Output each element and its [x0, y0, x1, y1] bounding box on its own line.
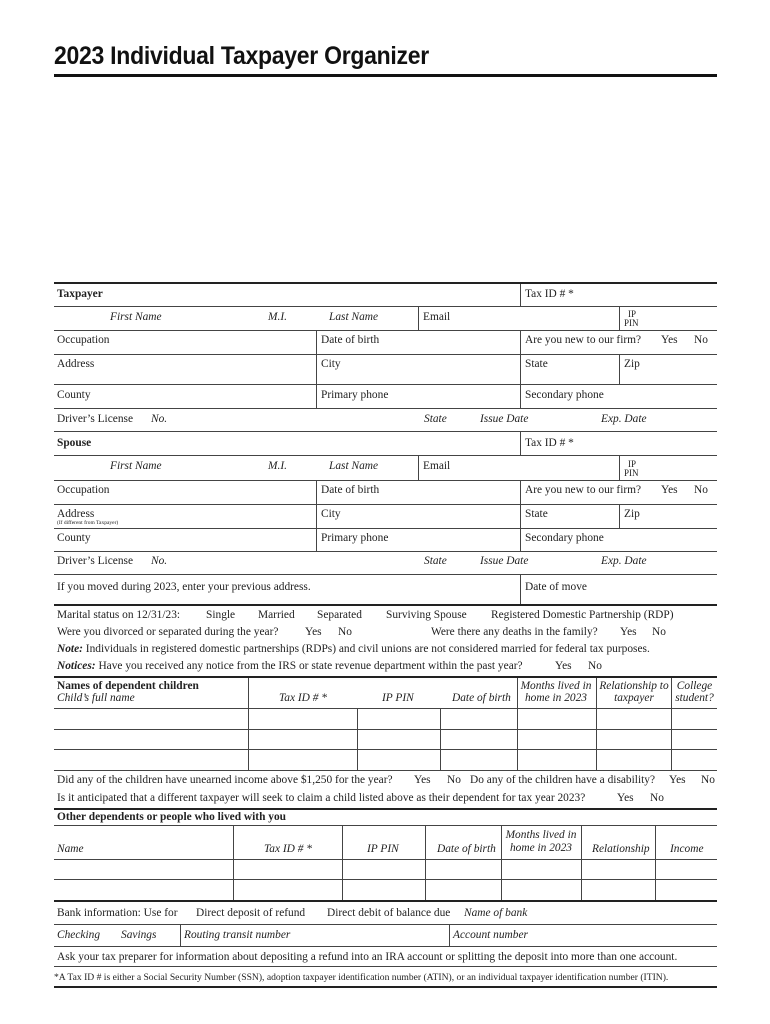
child-months-column: Months lived in: [520, 680, 592, 692]
taxpayer-heading: Taxpayer: [57, 288, 103, 300]
divorced-question: Were you divorced or separated during the year?: [57, 626, 279, 638]
child-dob-column: Date of birth: [452, 692, 511, 704]
unearned-income-yes[interactable]: Yes: [414, 774, 431, 786]
taxpayer-first-name-field[interactable]: First Name: [110, 311, 162, 323]
taxpayer-mi-field[interactable]: M.I.: [268, 311, 287, 323]
other-dependents-heading: Other dependents or people who lived with you: [57, 811, 286, 823]
taxpayer-new-firm-no[interactable]: No: [694, 334, 708, 346]
child-relationship-column: Relationship to: [599, 680, 669, 692]
bank-info-label: Bank information: Use for: [57, 907, 178, 919]
spouse-dl-exp-date-field[interactable]: Exp. Date: [601, 555, 647, 567]
child-relationship-column-2: taxpayer: [614, 692, 654, 704]
account-number-field[interactable]: Account number: [453, 929, 528, 941]
spouse-new-firm-yes[interactable]: Yes: [661, 484, 678, 496]
child-ip-pin-column: IP PIN: [382, 692, 414, 704]
spouse-state-field[interactable]: State: [525, 508, 548, 520]
taxpayer-dl-exp-date-field[interactable]: Exp. Date: [601, 413, 647, 425]
notices-no[interactable]: No: [588, 660, 602, 672]
marital-married-option[interactable]: Married: [258, 609, 295, 621]
other-dependent-row[interactable]: [54, 880, 717, 900]
taxpayer-address-field[interactable]: Address: [57, 358, 95, 370]
other-dob-column: Date of birth: [437, 843, 496, 855]
taxpayer-new-firm-question: Are you new to our firm?: [525, 334, 642, 346]
taxpayer-state-field[interactable]: State: [525, 358, 548, 370]
other-name-column: Name: [57, 843, 84, 855]
spouse-address-field[interactable]: Address: [57, 508, 95, 520]
taxpayer-dl-number-field[interactable]: No.: [151, 413, 168, 425]
previous-address-field[interactable]: If you moved during 2023, enter your previous address.: [57, 581, 311, 593]
taxpayer-city-field[interactable]: City: [321, 358, 341, 370]
spouse-last-name-field[interactable]: Last Name: [329, 460, 379, 472]
spouse-zip-field[interactable]: Zip: [624, 508, 640, 520]
taxpayer-dl-state-field[interactable]: State: [424, 413, 447, 425]
page-title: 2023 Individual Taxpayer Organizer: [54, 42, 429, 70]
deaths-no[interactable]: No: [652, 626, 666, 638]
child-row[interactable]: [54, 730, 717, 749]
bank-name-field[interactable]: Name of bank: [464, 907, 528, 919]
spouse-ip-label: IP: [628, 459, 637, 469]
child-name-column: Child’s full name: [57, 692, 135, 704]
taxpayer-email-field[interactable]: Email: [423, 311, 451, 323]
taxpayer-new-firm-yes[interactable]: Yes: [661, 334, 678, 346]
other-dependent-row[interactable]: [54, 860, 717, 879]
spouse-first-name-field[interactable]: First Name: [110, 460, 162, 472]
taxpayer-county-field[interactable]: County: [57, 389, 91, 401]
date-of-move-field[interactable]: Date of move: [525, 581, 587, 593]
disability-yes[interactable]: Yes: [669, 774, 686, 786]
spouse-heading: Spouse: [57, 437, 92, 449]
taxpayer-ip-label: IP: [628, 309, 637, 319]
notices-yes[interactable]: Yes: [555, 660, 572, 672]
other-ip-pin-column: IP PIN: [367, 843, 399, 855]
taxpayer-occupation-field[interactable]: Occupation: [57, 334, 110, 346]
marital-rdp-option[interactable]: Registered Domestic Partnership (RDP): [491, 609, 674, 621]
ira-deposit-note: Ask your tax preparer for information about depositing a refund into an IRA account or splitting the deposit into more than one account.: [57, 951, 678, 963]
taxpayer-zip-field[interactable]: Zip: [624, 358, 640, 370]
divorced-no[interactable]: No: [338, 626, 352, 638]
spouse-dl-issue-date-field[interactable]: Issue Date: [480, 555, 529, 567]
taxpayer-primary-phone-field[interactable]: Primary phone: [321, 389, 389, 401]
notices-line: [57, 660, 523, 673]
spouse-new-firm-question: Are you new to our firm?: [525, 484, 642, 496]
spouse-address-note: (If different from Taxpayer): [57, 520, 119, 526]
unearned-income-question: Did any of the children have unearned income above $1,250 for the year?: [57, 774, 393, 786]
marital-status-label: Marital status on 12/31/23:: [57, 609, 181, 621]
other-relationship-column: Relationship: [592, 843, 650, 855]
taxpayer-last-name-field[interactable]: Last Name: [329, 311, 379, 323]
spouse-secondary-phone-field[interactable]: Secondary phone: [525, 532, 604, 544]
unearned-income-no[interactable]: No: [447, 774, 461, 786]
spouse-mi-field[interactable]: M.I.: [268, 460, 287, 472]
claim-child-yes[interactable]: Yes: [617, 792, 634, 804]
disability-question: Do any of the children have a disability?: [470, 774, 656, 786]
other-months-column-2: home in 2023: [509, 842, 572, 854]
other-tax-id-column: Tax ID # *: [264, 843, 312, 855]
deaths-yes[interactable]: Yes: [620, 626, 637, 638]
spouse-occupation-field[interactable]: Occupation: [57, 484, 110, 496]
spouse-email-field[interactable]: Email: [423, 460, 451, 472]
taxpayer-pin-field[interactable]: PIN: [624, 318, 639, 328]
child-row[interactable]: [54, 750, 717, 769]
other-income-column: Income: [670, 843, 704, 855]
taxpayer-secondary-phone-field[interactable]: Secondary phone: [525, 389, 604, 401]
marital-separated-option[interactable]: Separated: [317, 609, 362, 621]
spouse-city-field[interactable]: City: [321, 508, 341, 520]
disability-no[interactable]: No: [701, 774, 715, 786]
child-months-column-2: home in 2023: [524, 692, 587, 704]
spouse-primary-phone-field[interactable]: Primary phone: [321, 532, 389, 544]
deaths-question: Were there any deaths in the family?: [431, 626, 598, 638]
direct-debit-option[interactable]: Direct debit of balance due: [327, 907, 451, 919]
tax-id-footnote: *A Tax ID # is either a Social Security Number (SSN), adoption taxpayer identification number (ATIN), or an individual taxpayer identification number (ITIN).: [54, 972, 669, 983]
notices-label: Notices:: [57, 660, 96, 672]
direct-deposit-option[interactable]: Direct deposit of refund: [196, 907, 306, 919]
marital-surviving-spouse-option[interactable]: Surviving Spouse: [386, 609, 467, 621]
spouse-dob-field[interactable]: Date of birth: [321, 484, 380, 496]
child-tax-id-column: Tax ID # *: [279, 692, 327, 704]
spouse-county-field[interactable]: County: [57, 532, 91, 544]
taxpayer-tax-id-field[interactable]: Tax ID # *: [525, 288, 574, 300]
spouse-drivers-license-label: Driver’s License: [57, 555, 134, 567]
child-row[interactable]: [54, 709, 717, 729]
rdp-note: [57, 643, 650, 656]
claim-child-no[interactable]: No: [650, 792, 664, 804]
spouse-pin-field[interactable]: PIN: [624, 468, 639, 478]
child-college-column-2: student?: [675, 692, 714, 704]
taxpayer-dl-issue-date-field[interactable]: Issue Date: [480, 413, 529, 425]
note-label: Note:: [57, 643, 83, 655]
title-rule: [54, 74, 717, 77]
note-text: Individuals in registered domestic partnerships (RDPs) and civil unions are not considered married for federal tax purposes.: [85, 643, 650, 655]
savings-option[interactable]: Savings: [121, 929, 157, 941]
section-rule: [54, 282, 717, 284]
taxpayer-dob-field[interactable]: Date of birth: [321, 334, 380, 346]
spouse-tax-id-field[interactable]: Tax ID # *: [525, 437, 574, 449]
other-months-column: Months lived in: [505, 829, 577, 841]
children-heading: Names of dependent children: [57, 680, 199, 692]
notices-text: Have you received any notice from the IRS or state revenue department within the past year?: [98, 660, 523, 672]
routing-number-field[interactable]: Routing transit number: [184, 929, 291, 941]
spouse-dl-state-field[interactable]: State: [424, 555, 447, 567]
checking-option[interactable]: Checking: [57, 929, 101, 941]
marital-single-option[interactable]: Single: [206, 609, 236, 621]
spouse-new-firm-no[interactable]: No: [694, 484, 708, 496]
taxpayer-drivers-license-label: Driver’s License: [57, 413, 134, 425]
claim-child-question: Is it anticipated that a different taxpayer will seek to claim a child listed above as their dependent for tax year 2023?: [57, 792, 586, 804]
spouse-dl-number-field[interactable]: No.: [151, 555, 168, 567]
child-college-column: College: [676, 680, 713, 692]
divorced-yes[interactable]: Yes: [305, 626, 322, 638]
